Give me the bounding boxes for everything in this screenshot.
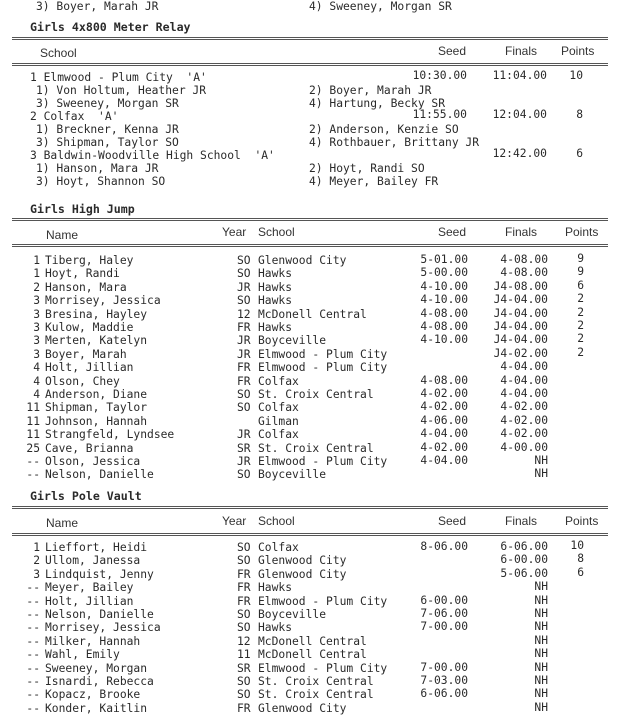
athlete-name: Holt, Jillian (45, 361, 134, 375)
place: 3 (33, 307, 40, 321)
athlete-school: Elmwood - Plum City (258, 361, 388, 375)
relay-team-name: 1 Elmwood - Plum City 'A' (30, 71, 207, 84)
athlete-year: FR (237, 567, 251, 581)
athlete-school: Gilman (258, 414, 299, 428)
seed-mark: 4-04.00 (420, 427, 468, 441)
seed-mark: 5-00.00 (420, 266, 468, 280)
relay-seed: 11:55.00 (412, 108, 467, 121)
athlete-year: SO (237, 294, 251, 308)
athlete-school: Hawks (258, 294, 293, 308)
athlete-name: Olson, Jessica (45, 455, 141, 468)
section-title-relay: Girls 4x800 Meter Relay (30, 20, 191, 34)
athlete-name: Meyer, Bailey (45, 581, 134, 595)
col-header-school: School (40, 46, 77, 60)
seed-mark: 4-08.00 (420, 306, 468, 320)
seed-mark: 5-01.00 (420, 253, 468, 266)
points-value: 10 (570, 539, 584, 552)
relay-points: 10 (569, 69, 583, 82)
relay-runner: 4) Rothbauer, Brittany JR (309, 136, 480, 149)
athlete-year: SO (237, 554, 251, 568)
athlete-school: Elmwood - Plum City (258, 594, 388, 608)
col-header-finals: Finals (505, 225, 538, 239)
divider (12, 533, 608, 536)
place: -- (26, 468, 40, 482)
place: -- (26, 594, 40, 608)
athlete-year: SR (237, 661, 251, 675)
col-header-seed: Seed (438, 44, 467, 58)
athlete-name: Sweeney, Morgan (45, 661, 148, 675)
relay-runner: 1) Breckner, Kenna JR (36, 123, 179, 136)
athlete-year: FR (237, 374, 251, 388)
athlete-school: St. Croix Central (258, 688, 374, 702)
relay-finals: 12:42.00 (492, 147, 547, 160)
athlete-year: SO (237, 688, 251, 702)
athlete-school: McDonell Central (258, 648, 367, 662)
athlete-name: Lieffort, Heidi (45, 541, 148, 554)
seed-mark: 7-06.00 (420, 607, 468, 620)
finals-mark: NH (534, 620, 548, 634)
divider (12, 37, 608, 40)
athlete-name: Hoyt, Randi (45, 267, 120, 281)
athlete-school: Hawks (258, 581, 293, 595)
finals-mark: 4-04.00 (500, 360, 548, 374)
athlete-school: Elmwood - Plum City (258, 661, 388, 675)
seed-mark: 4-10.00 (420, 279, 468, 293)
relay-team-name: 3 Baldwin-Woodville High School 'A' (30, 149, 275, 162)
points-value: 6 (577, 565, 584, 579)
athlete-name: Kopacz, Brooke (45, 688, 141, 702)
col-header-points: Points (561, 44, 595, 58)
finals-mark: 4-08.00 (500, 253, 548, 266)
place: 25 (26, 441, 40, 455)
place: 3 (33, 334, 40, 348)
finals-mark: NH (534, 633, 548, 647)
place: 4 (33, 388, 40, 401)
carry-runner-right: 4) Sweeney, Morgan SR (309, 0, 452, 13)
athlete-school: Hawks (258, 267, 293, 281)
athlete-school: Glenwood City (258, 554, 347, 568)
relay-team-name: 2 Colfax 'A' (30, 110, 119, 123)
athlete-name: Morrisey, Jessica (45, 294, 161, 308)
divider (12, 63, 608, 66)
athlete-year: SO (237, 401, 251, 415)
points-value: 9 (577, 265, 584, 279)
athlete-year: SO (237, 675, 251, 688)
place: -- (26, 581, 40, 595)
athlete-school: Glenwood City (258, 254, 347, 267)
finals-mark: NH (534, 674, 548, 687)
finals-mark: J4-04.00 (493, 293, 548, 307)
relay-runner: 3) Sweeney, Morgan SR (36, 97, 179, 110)
place: -- (26, 621, 40, 635)
athlete-school: Colfax (258, 401, 299, 415)
athlete-year: 11 (237, 648, 251, 662)
athlete-year: FR (237, 361, 251, 375)
place: -- (26, 675, 40, 688)
athlete-name: Johnson, Hannah (45, 414, 148, 428)
finals-mark: 4-02.00 (500, 413, 548, 427)
athlete-year: JR (237, 455, 251, 468)
athlete-school: St. Croix Central (258, 388, 374, 401)
seed-mark: 4-04.00 (420, 454, 468, 467)
athlete-year: FR (237, 701, 251, 715)
place: 2 (33, 554, 40, 568)
col-header-finals: Finals (505, 514, 538, 528)
seed-mark: 4-10.00 (420, 333, 468, 347)
section-title-high-jump: Girls High Jump (30, 202, 135, 216)
carry-runner-left: 3) Boyer, Marah JR (36, 0, 159, 13)
athlete-year: SO (237, 388, 251, 401)
finals-mark: J4-02.00 (493, 346, 548, 360)
place: 4 (33, 361, 40, 375)
place: 3 (33, 321, 40, 334)
points-value: 2 (577, 319, 584, 332)
athlete-name: Nelson, Danielle (45, 468, 154, 482)
divider (12, 244, 608, 247)
finals-mark: NH (534, 467, 548, 481)
athlete-school: Hawks (258, 280, 293, 294)
place: 1 (33, 267, 40, 281)
finals-mark: NH (534, 660, 548, 674)
finals-mark: J4-04.00 (493, 320, 548, 333)
finals-mark: 6-06.00 (500, 540, 548, 553)
seed-mark: 4-08.00 (420, 373, 468, 387)
finals-mark: 6-00.00 (500, 553, 548, 567)
place: 11 (26, 414, 40, 428)
col-header-year: Year (222, 225, 247, 239)
relay-points: 6 (576, 147, 583, 160)
points-value: 9 (577, 252, 584, 265)
seed-mark: 7-00.00 (420, 620, 468, 634)
finals-mark: NH (534, 454, 548, 467)
seed-mark: 7-03.00 (420, 674, 468, 687)
finals-mark: 4-02.00 (500, 400, 548, 414)
finals-mark: NH (534, 647, 548, 661)
points-value: 2 (577, 345, 584, 359)
points-value: 2 (577, 292, 584, 306)
relay-finals: 11:04.00 (492, 69, 547, 82)
finals-mark: 4-04.00 (500, 373, 548, 387)
finals-mark: NH (534, 607, 548, 620)
seed-mark: 6-00.00 (420, 593, 468, 607)
athlete-school: Boyceville (258, 608, 327, 621)
seed-mark: 4-02.00 (420, 400, 468, 414)
seed-mark: 8-06.00 (420, 540, 468, 553)
finals-mark: 4-04.00 (500, 387, 548, 400)
athlete-school: St. Croix Central (258, 441, 374, 455)
athlete-school: Boyceville (258, 468, 327, 482)
seed-mark: 7-00.00 (420, 660, 468, 674)
place: -- (26, 608, 40, 621)
place: 1 (33, 254, 40, 267)
athlete-year: SO (237, 621, 251, 635)
athlete-name: Lindquist, Jenny (45, 567, 154, 581)
athlete-name: Hanson, Mara (45, 280, 127, 294)
athlete-name: Wahl, Emily (45, 648, 120, 662)
athlete-school: McDonell Central (258, 307, 367, 321)
seed-mark: 4-02.00 (420, 387, 468, 400)
points-value: 2 (577, 305, 584, 319)
relay-runner: 1) Hanson, Mara JR (36, 162, 159, 175)
finals-mark: J4-08.00 (493, 279, 548, 293)
athlete-name: Konder, Kaitlin (45, 701, 148, 715)
athlete-name: Nelson, Danielle (45, 608, 154, 621)
athlete-name: Tiberg, Haley (45, 254, 134, 267)
finals-mark: NH (534, 700, 548, 714)
athlete-year: FR (237, 321, 251, 334)
place: -- (26, 688, 40, 702)
athlete-year: JR (237, 347, 251, 361)
athlete-year: FR (237, 594, 251, 608)
col-header-name: Name (46, 228, 79, 242)
finals-mark: 5-06.00 (500, 566, 548, 580)
section-title-pole-vault: Girls Pole Vault (30, 489, 142, 503)
athlete-school: Colfax (258, 541, 299, 554)
finals-mark: NH (534, 687, 548, 701)
athlete-year: 12 (237, 307, 251, 321)
athlete-school: McDonell Central (258, 634, 367, 648)
athlete-year: JR (237, 334, 251, 348)
athlete-school: Colfax (258, 374, 299, 388)
athlete-name: Cave, Brianna (45, 441, 134, 455)
athlete-school: Hawks (258, 321, 293, 334)
divider (12, 218, 608, 221)
finals-mark: 4-02.00 (500, 427, 548, 441)
athlete-name: Morrisey, Jessica (45, 621, 161, 635)
points-value: 8 (577, 552, 584, 566)
finals-mark: J4-04.00 (493, 333, 548, 347)
athlete-name: Ullom, Janessa (45, 554, 141, 568)
athlete-school: Hawks (258, 621, 293, 635)
athlete-school: Glenwood City (258, 567, 347, 581)
place: 2 (33, 280, 40, 294)
points-value: 6 (577, 278, 584, 292)
athlete-name: Anderson, Diane (45, 388, 148, 401)
athlete-year: SO (237, 267, 251, 281)
athlete-year: JR (237, 428, 251, 442)
relay-runner: 2) Boyer, Marah JR (309, 84, 432, 97)
place: -- (26, 455, 40, 468)
place: -- (26, 634, 40, 648)
athlete-name: Shipman, Taylor (45, 401, 148, 415)
col-header-school: School (258, 514, 295, 528)
place: 11 (26, 428, 40, 442)
finals-mark: 4-08.00 (500, 266, 548, 280)
athlete-school: Boyceville (258, 334, 327, 348)
athlete-name: Strangfeld, Lyndsee (45, 428, 175, 442)
relay-seed: 10:30.00 (412, 69, 467, 82)
place: 1 (33, 541, 40, 554)
athlete-school: Glenwood City (258, 701, 347, 715)
col-header-year: Year (222, 514, 247, 528)
col-header-school: School (258, 225, 295, 239)
athlete-year: JR (237, 280, 251, 294)
athlete-school: St. Croix Central (258, 675, 374, 688)
athlete-year: SO (237, 254, 251, 267)
divider (12, 506, 608, 509)
place: 11 (26, 401, 40, 415)
athlete-name: Merten, Katelyn (45, 334, 148, 348)
seed-mark: 4-10.00 (420, 293, 468, 307)
athlete-school: Elmwood - Plum City (258, 347, 388, 361)
finals-mark: NH (534, 593, 548, 607)
athlete-year: SO (237, 468, 251, 482)
athlete-name: Boyer, Marah (45, 347, 127, 361)
finals-mark: 4-00.00 (500, 440, 548, 454)
col-header-seed: Seed (438, 514, 467, 528)
athlete-school: Elmwood - Plum City (258, 455, 388, 468)
col-header-points: Points (565, 514, 599, 528)
finals-mark: NH (534, 580, 548, 594)
finals-mark: J4-04.00 (493, 306, 548, 320)
athlete-year: SO (237, 541, 251, 554)
seed-mark: 6-06.00 (420, 687, 468, 701)
athlete-year: SO (237, 608, 251, 621)
place: 3 (33, 347, 40, 361)
relay-points: 8 (576, 108, 583, 121)
athlete-name: Isnardi, Rebecca (45, 675, 154, 688)
athlete-name: Holt, Jillian (45, 594, 134, 608)
relay-runner: 3) Shipman, Taylor SO (36, 136, 179, 149)
athlete-year: SR (237, 441, 251, 455)
place: 3 (33, 294, 40, 308)
athlete-name: Bresina, Hayley (45, 307, 148, 321)
relay-runner: 1) Von Holtum, Heather JR (36, 84, 207, 97)
place: 3 (33, 567, 40, 581)
athlete-name: Kulow, Maddie (45, 321, 134, 334)
seed-mark: 4-06.00 (420, 413, 468, 427)
athlete-year: 12 (237, 634, 251, 648)
seed-mark: 4-08.00 (420, 320, 468, 333)
place: -- (26, 701, 40, 715)
place: -- (26, 661, 40, 675)
points-value: 2 (577, 332, 584, 346)
col-header-points: Points (565, 225, 599, 239)
relay-runner: 4) Meyer, Bailey FR (309, 175, 439, 188)
relay-finals: 12:04.00 (492, 108, 547, 121)
col-header-finals: Finals (505, 44, 538, 58)
relay-runner: 2) Hoyt, Randi SO (309, 162, 425, 175)
place: -- (26, 648, 40, 662)
relay-runner: 2) Anderson, Kenzie SO (309, 123, 459, 136)
place: 4 (33, 374, 40, 388)
seed-mark: 4-02.00 (420, 440, 468, 454)
col-header-seed: Seed (438, 225, 467, 239)
athlete-name: Milker, Hannah (45, 634, 141, 648)
athlete-name: Olson, Chey (45, 374, 120, 388)
relay-runner: 4) Hartung, Becky SR (309, 97, 446, 110)
athlete-school: Colfax (258, 428, 299, 442)
relay-runner: 3) Hoyt, Shannon SO (36, 175, 166, 188)
col-header-name: Name (46, 516, 79, 530)
athlete-year: FR (237, 581, 251, 595)
